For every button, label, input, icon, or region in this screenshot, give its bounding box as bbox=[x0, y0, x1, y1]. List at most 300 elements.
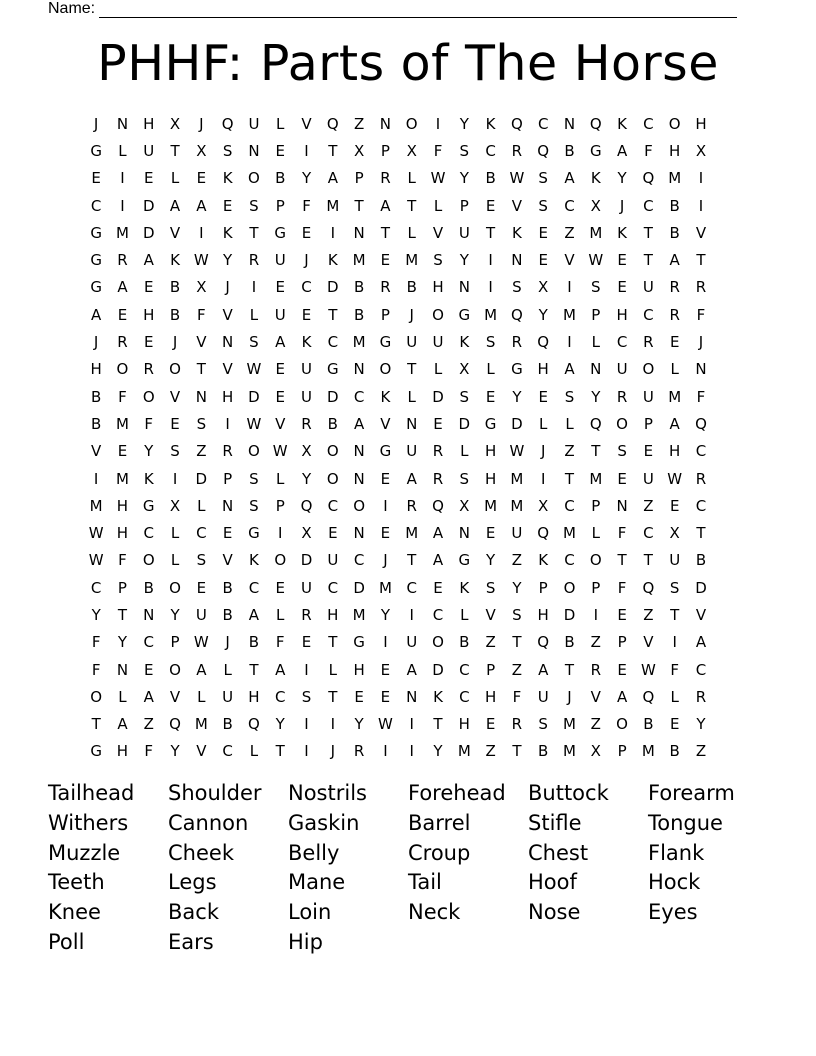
grid-letter: I bbox=[120, 196, 125, 215]
grid-letter: G bbox=[90, 278, 102, 297]
grid-letter: K bbox=[617, 223, 627, 242]
grid-letter: N bbox=[616, 496, 628, 515]
grid-letter: X bbox=[406, 141, 417, 160]
grid-letter: R bbox=[222, 442, 233, 461]
grid-letter: O bbox=[405, 114, 418, 133]
grid-row bbox=[83, 356, 714, 383]
grid-letter: Q bbox=[695, 414, 707, 433]
grid-letter: Z bbox=[511, 551, 523, 570]
grid-letter: A bbox=[564, 169, 575, 188]
grid-letter: A bbox=[406, 469, 417, 488]
grid-letter: W bbox=[246, 414, 262, 433]
word-list-item: Tongue bbox=[648, 810, 723, 835]
grid-letter: V bbox=[222, 305, 233, 324]
grid-letter: V bbox=[590, 687, 601, 706]
grid-letter: A bbox=[353, 414, 365, 433]
grid-letter: C bbox=[353, 387, 365, 406]
grid-letter: G bbox=[589, 141, 602, 160]
grid-letter: X bbox=[695, 141, 707, 160]
grid-letter: E bbox=[275, 387, 285, 406]
grid-letter: Q bbox=[510, 305, 523, 324]
grid-row bbox=[83, 547, 714, 574]
grid-letter: Y bbox=[275, 715, 285, 734]
grid-letter: W bbox=[272, 442, 288, 461]
grid-row bbox=[83, 165, 714, 192]
grid-letter: H bbox=[484, 442, 497, 461]
grid-letter: D bbox=[142, 223, 155, 242]
grid-letter: M bbox=[405, 251, 419, 270]
grid-row bbox=[83, 274, 714, 301]
grid-letter: V bbox=[222, 360, 233, 379]
grid-letter: C bbox=[485, 141, 496, 160]
grid-letter: P bbox=[486, 660, 496, 679]
grid-letter: C bbox=[327, 496, 339, 515]
grid-letter: T bbox=[170, 141, 180, 160]
grid-letter: E bbox=[170, 414, 180, 433]
grid-letter: S bbox=[512, 278, 522, 297]
grid-letter: R bbox=[695, 469, 707, 488]
grid-letter: J bbox=[199, 114, 204, 133]
word-list-item: Muzzle bbox=[48, 840, 121, 865]
grid-letter: U bbox=[432, 333, 444, 352]
grid-letter: C bbox=[143, 633, 154, 652]
grid-letter: Y bbox=[301, 469, 312, 488]
grid-letter: C bbox=[459, 687, 470, 706]
grid-letter: O bbox=[169, 578, 181, 597]
grid-letter: Y bbox=[170, 742, 180, 761]
grid-letter: C bbox=[695, 496, 707, 515]
grid-letter: T bbox=[643, 551, 653, 570]
grid-letter: F bbox=[197, 305, 206, 324]
grid-letter: E bbox=[485, 196, 496, 215]
grid-letter: B bbox=[143, 578, 154, 597]
grid-letter: U bbox=[616, 360, 628, 379]
word-list-item: Withers bbox=[48, 810, 129, 835]
grid-letter: L bbox=[276, 605, 285, 624]
grid-letter: F bbox=[91, 660, 101, 679]
grid-row bbox=[83, 219, 714, 246]
grid-letter: E bbox=[222, 196, 233, 215]
grid-letter: P bbox=[223, 469, 233, 488]
grid-letter: B bbox=[169, 305, 181, 324]
grid-letter: T bbox=[512, 633, 522, 652]
grid-letter: B bbox=[222, 715, 233, 734]
grid-letter: H bbox=[432, 278, 444, 297]
grid-letter: X bbox=[301, 442, 312, 461]
grid-letter: I bbox=[330, 715, 336, 734]
grid-letter: U bbox=[195, 605, 207, 624]
grid-letter: A bbox=[169, 196, 181, 215]
grid-letter: S bbox=[669, 578, 680, 597]
grid-letter: O bbox=[142, 551, 155, 570]
grid-letter: R bbox=[380, 278, 391, 297]
grid-letter: V bbox=[695, 223, 707, 242]
grid-letter: E bbox=[669, 715, 680, 734]
grid-letter: B bbox=[669, 223, 680, 242]
grid-letter: Y bbox=[591, 387, 601, 406]
word-list-item: Belly bbox=[288, 840, 340, 865]
grid-letter: D bbox=[432, 660, 444, 679]
grid-letter: U bbox=[327, 551, 339, 570]
grid-letter: J bbox=[225, 278, 230, 297]
grid-letter: Y bbox=[538, 305, 548, 324]
grid-letter: U bbox=[406, 633, 418, 652]
grid-letter: C bbox=[90, 578, 102, 597]
grid-letter: U bbox=[274, 305, 286, 324]
grid-letter: Z bbox=[485, 633, 496, 652]
grid-letter: N bbox=[590, 360, 602, 379]
grid-letter: O bbox=[616, 715, 628, 734]
grid-letter: E bbox=[380, 469, 391, 488]
grid-letter: T bbox=[486, 223, 496, 242]
grid-letter: E bbox=[144, 333, 154, 352]
grid-letter: T bbox=[670, 605, 680, 624]
grid-letter: N bbox=[116, 114, 129, 133]
grid-letter: A bbox=[275, 333, 286, 352]
grid-letter: C bbox=[222, 742, 233, 761]
grid-letter: R bbox=[511, 715, 523, 734]
grid-letter: O bbox=[432, 633, 444, 652]
grid-letter: Q bbox=[537, 633, 550, 652]
grid-letter: E bbox=[196, 169, 207, 188]
grid-letter: R bbox=[117, 251, 128, 270]
grid-letter: N bbox=[695, 360, 707, 379]
grid-letter: B bbox=[669, 196, 680, 215]
grid-letter: X bbox=[169, 496, 181, 515]
grid-letter: P bbox=[354, 169, 364, 188]
grid-letter: C bbox=[327, 578, 339, 597]
grid-letter: R bbox=[432, 442, 444, 461]
grid-letter: L bbox=[197, 496, 206, 515]
grid-letter: I bbox=[488, 251, 493, 270]
grid-letter: N bbox=[353, 223, 365, 242]
grid-letter: J bbox=[619, 196, 625, 215]
grid-letter: E bbox=[433, 578, 443, 597]
grid-letter: L bbox=[249, 742, 259, 761]
grid-letter: U bbox=[406, 333, 418, 352]
grid-letter: W bbox=[246, 360, 262, 379]
grid-letter: H bbox=[143, 114, 155, 133]
grid-letter: I bbox=[435, 114, 441, 133]
grid-letter: N bbox=[222, 333, 234, 352]
grid-letter: C bbox=[274, 687, 286, 706]
grid-letter: P bbox=[380, 141, 390, 160]
grid-letter: S bbox=[459, 141, 470, 160]
grid-letter: Y bbox=[91, 605, 101, 624]
grid-letter: N bbox=[353, 524, 365, 543]
grid-letter: E bbox=[222, 524, 233, 543]
grid-letter: I bbox=[278, 524, 283, 543]
grid-letter: I bbox=[698, 196, 704, 215]
grid-letter: G bbox=[274, 223, 287, 242]
grid-letter: E bbox=[538, 223, 548, 242]
grid-letter: I bbox=[120, 169, 125, 188]
grid-letter: V bbox=[432, 223, 444, 242]
grid-letter: F bbox=[617, 524, 627, 543]
grid-letter: V bbox=[169, 223, 181, 242]
grid-letter: S bbox=[538, 196, 548, 215]
grid-letter: X bbox=[301, 524, 312, 543]
grid-letter: Z bbox=[353, 114, 365, 133]
grid-letter: A bbox=[406, 660, 417, 679]
grid-letter: S bbox=[301, 687, 312, 706]
grid-letter: H bbox=[537, 360, 549, 379]
grid-letter: H bbox=[484, 687, 497, 706]
grid-letter: S bbox=[564, 387, 575, 406]
name-underline bbox=[99, 3, 737, 18]
grid-letter: E bbox=[117, 442, 128, 461]
grid-letter: U bbox=[406, 442, 418, 461]
grid-letter: L bbox=[460, 605, 469, 624]
grid-letter: L bbox=[407, 169, 416, 188]
grid-letter: N bbox=[458, 524, 470, 543]
grid-letter: Y bbox=[696, 715, 706, 734]
grid-letter: D bbox=[327, 278, 339, 297]
grid-letter: M bbox=[378, 578, 392, 597]
word-list-item: Loin bbox=[288, 900, 332, 925]
grid-letter: R bbox=[695, 687, 707, 706]
grid-letter: H bbox=[116, 496, 129, 515]
grid-letter: K bbox=[485, 114, 496, 133]
grid-letter: V bbox=[380, 414, 391, 433]
grid-letter: M bbox=[563, 742, 576, 761]
grid-letter: E bbox=[301, 633, 312, 652]
grid-letter: E bbox=[617, 278, 627, 297]
page-title: PHHF: Parts of The Horse bbox=[97, 35, 719, 92]
grid-letter: D bbox=[248, 387, 260, 406]
grid-letter: W bbox=[430, 169, 446, 188]
word-list bbox=[48, 779, 768, 958]
grid-letter: B bbox=[353, 278, 365, 297]
grid-letter: R bbox=[406, 496, 417, 515]
grid-letter: Q bbox=[537, 141, 550, 160]
grid-letter: O bbox=[589, 551, 602, 570]
grid-letter: Q bbox=[326, 114, 339, 133]
grid-letter: B bbox=[91, 414, 102, 433]
grid-row bbox=[83, 328, 714, 355]
grid-letter: A bbox=[669, 251, 680, 270]
grid-letter: L bbox=[565, 414, 574, 433]
grid-letter: I bbox=[225, 414, 230, 433]
grid-letter: T bbox=[564, 469, 575, 488]
grid-letter: I bbox=[567, 333, 572, 352]
grid-letter: G bbox=[90, 141, 102, 160]
grid-row bbox=[83, 301, 714, 328]
grid-letter: R bbox=[590, 660, 601, 679]
grid-letter: H bbox=[616, 305, 628, 324]
grid-letter: L bbox=[539, 414, 548, 433]
word-list-item: Forehead bbox=[408, 781, 506, 805]
grid-letter: U bbox=[537, 687, 549, 706]
grid-letter: L bbox=[486, 360, 495, 379]
grid-letter: K bbox=[327, 251, 338, 270]
grid-letter: D bbox=[563, 605, 576, 624]
grid-letter: A bbox=[616, 687, 628, 706]
grid-letter: L bbox=[170, 169, 180, 188]
grid-letter: O bbox=[274, 551, 287, 570]
grid-letter: V bbox=[169, 387, 181, 406]
grid-letter: O bbox=[248, 169, 260, 188]
grid-letter: H bbox=[90, 360, 102, 379]
grid-letter: C bbox=[643, 196, 654, 215]
grid-letter: Q bbox=[248, 715, 260, 734]
word-list-item: Nostrils bbox=[288, 781, 367, 805]
grid-letter: H bbox=[669, 442, 681, 461]
grid-letter: K bbox=[433, 687, 443, 706]
grid-letter: Z bbox=[564, 442, 575, 461]
grid-letter: N bbox=[195, 387, 207, 406]
grid-letter: L bbox=[249, 305, 259, 324]
grid-letter: G bbox=[379, 442, 392, 461]
word-list-item: Chest bbox=[528, 840, 589, 865]
grid-letter: A bbox=[695, 633, 707, 652]
grid-letter: C bbox=[537, 114, 549, 133]
grid-letter: C bbox=[564, 551, 575, 570]
grid-row bbox=[83, 137, 714, 164]
word-list-item: Gaskin bbox=[288, 810, 360, 835]
grid-letter: F bbox=[144, 742, 154, 761]
grid-letter: L bbox=[276, 469, 285, 488]
grid-letter: Z bbox=[143, 715, 154, 734]
grid-letter: P bbox=[617, 633, 627, 652]
grid-letter: C bbox=[406, 578, 417, 597]
grid-letter: I bbox=[409, 715, 414, 734]
grid-letter: T bbox=[696, 524, 706, 543]
grid-letter: S bbox=[249, 469, 259, 488]
grid-letter: I bbox=[698, 169, 704, 188]
grid-letter: D bbox=[353, 578, 365, 597]
grid-letter: H bbox=[537, 605, 549, 624]
grid-letter: S bbox=[196, 414, 207, 433]
grid-letter: B bbox=[695, 551, 707, 570]
grid-letter: V bbox=[275, 414, 286, 433]
grid-letter: T bbox=[328, 633, 338, 652]
grid-letter: B bbox=[669, 742, 680, 761]
grid-letter: I bbox=[304, 660, 309, 679]
word-list-item: Shoulder bbox=[168, 781, 262, 805]
grid-row bbox=[83, 465, 714, 492]
grid-letter: U bbox=[301, 360, 313, 379]
grid-letter: L bbox=[433, 196, 443, 215]
grid-letter: A bbox=[117, 278, 128, 297]
grid-letter: G bbox=[458, 305, 471, 324]
grid-letter: S bbox=[249, 333, 259, 352]
word-list-item: Buttock bbox=[528, 781, 609, 805]
grid-letter: N bbox=[406, 687, 418, 706]
word-list-item: Neck bbox=[408, 900, 461, 925]
grid-letter: H bbox=[458, 715, 470, 734]
grid-letter: T bbox=[328, 305, 338, 324]
grid-letter: S bbox=[512, 605, 522, 624]
grid-letter: U bbox=[642, 387, 654, 406]
grid-letter: Y bbox=[459, 114, 469, 133]
word-list-item: Cannon bbox=[168, 810, 249, 835]
grid-letter: L bbox=[407, 387, 416, 406]
grid-letter: N bbox=[248, 141, 260, 160]
grid-letter: J bbox=[93, 114, 99, 133]
grid-letter: X bbox=[353, 141, 365, 160]
grid-letter: M bbox=[510, 469, 524, 488]
grid-letter: C bbox=[90, 196, 102, 215]
grid-letter: S bbox=[485, 578, 496, 597]
grid-letter: A bbox=[91, 305, 102, 324]
grid-letter: H bbox=[327, 605, 339, 624]
grid-letter: E bbox=[617, 660, 627, 679]
grid-letter: N bbox=[353, 442, 365, 461]
grid-letter: Y bbox=[301, 169, 312, 188]
grid-letter: A bbox=[248, 605, 260, 624]
grid-letter: L bbox=[223, 660, 232, 679]
grid-letter: D bbox=[327, 387, 339, 406]
grid-letter: W bbox=[640, 660, 656, 679]
grid-letter: B bbox=[459, 633, 470, 652]
grid-letter: T bbox=[643, 251, 653, 270]
grid-letter: B bbox=[222, 578, 233, 597]
grid-letter: T bbox=[328, 141, 338, 160]
grid-letter: C bbox=[695, 660, 707, 679]
grid-letter: Z bbox=[643, 605, 654, 624]
grid-letter: N bbox=[222, 496, 234, 515]
grid-letter: B bbox=[538, 742, 549, 761]
grid-letter: C bbox=[353, 551, 365, 570]
grid-letter: P bbox=[643, 414, 653, 433]
grid-letter: I bbox=[383, 633, 388, 652]
grid-letter: M bbox=[352, 251, 366, 270]
grid-letter: F bbox=[617, 578, 627, 597]
grid-letter: E bbox=[380, 660, 391, 679]
grid-letter: E bbox=[617, 469, 627, 488]
grid-letter: M bbox=[563, 715, 576, 734]
grid-letter: W bbox=[88, 524, 104, 543]
grid-letter: B bbox=[169, 278, 181, 297]
grid-letter: K bbox=[222, 169, 233, 188]
grid-letter: X bbox=[590, 742, 601, 761]
grid-letter: D bbox=[695, 578, 707, 597]
grid-letter: Q bbox=[432, 496, 444, 515]
name-field bbox=[48, 0, 737, 18]
grid-letter: B bbox=[353, 305, 365, 324]
grid-letter: C bbox=[459, 660, 470, 679]
grid-letter: O bbox=[248, 442, 260, 461]
grid-letter: Y bbox=[223, 251, 233, 270]
grid-letter: K bbox=[170, 251, 180, 270]
grid-letter: H bbox=[353, 660, 365, 679]
grid-letter: E bbox=[669, 333, 680, 352]
grid-letter: I bbox=[409, 605, 414, 624]
grid-letter: T bbox=[249, 223, 259, 242]
word-list-item: Croup bbox=[408, 840, 471, 865]
grid-letter: E bbox=[301, 223, 312, 242]
grid-letter: J bbox=[567, 687, 572, 706]
grid-letter: L bbox=[591, 524, 600, 543]
grid-letter: B bbox=[485, 169, 496, 188]
grid-letter: M bbox=[484, 496, 498, 515]
grid-letter: I bbox=[488, 278, 493, 297]
word-list-item: Tail bbox=[408, 870, 442, 895]
grid-letter: C bbox=[643, 114, 654, 133]
grid-letter: M bbox=[668, 387, 682, 406]
grid-letter: M bbox=[484, 305, 498, 324]
grid-letter: C bbox=[327, 333, 339, 352]
grid-letter: J bbox=[540, 442, 546, 461]
grid-letter: E bbox=[380, 524, 391, 543]
grid-letter: F bbox=[644, 141, 653, 160]
grid-letter: B bbox=[406, 278, 417, 297]
grid-letter: J bbox=[698, 333, 704, 352]
grid-letter: E bbox=[643, 442, 654, 461]
grid-letter: R bbox=[432, 469, 444, 488]
grid-letter: R bbox=[301, 605, 312, 624]
